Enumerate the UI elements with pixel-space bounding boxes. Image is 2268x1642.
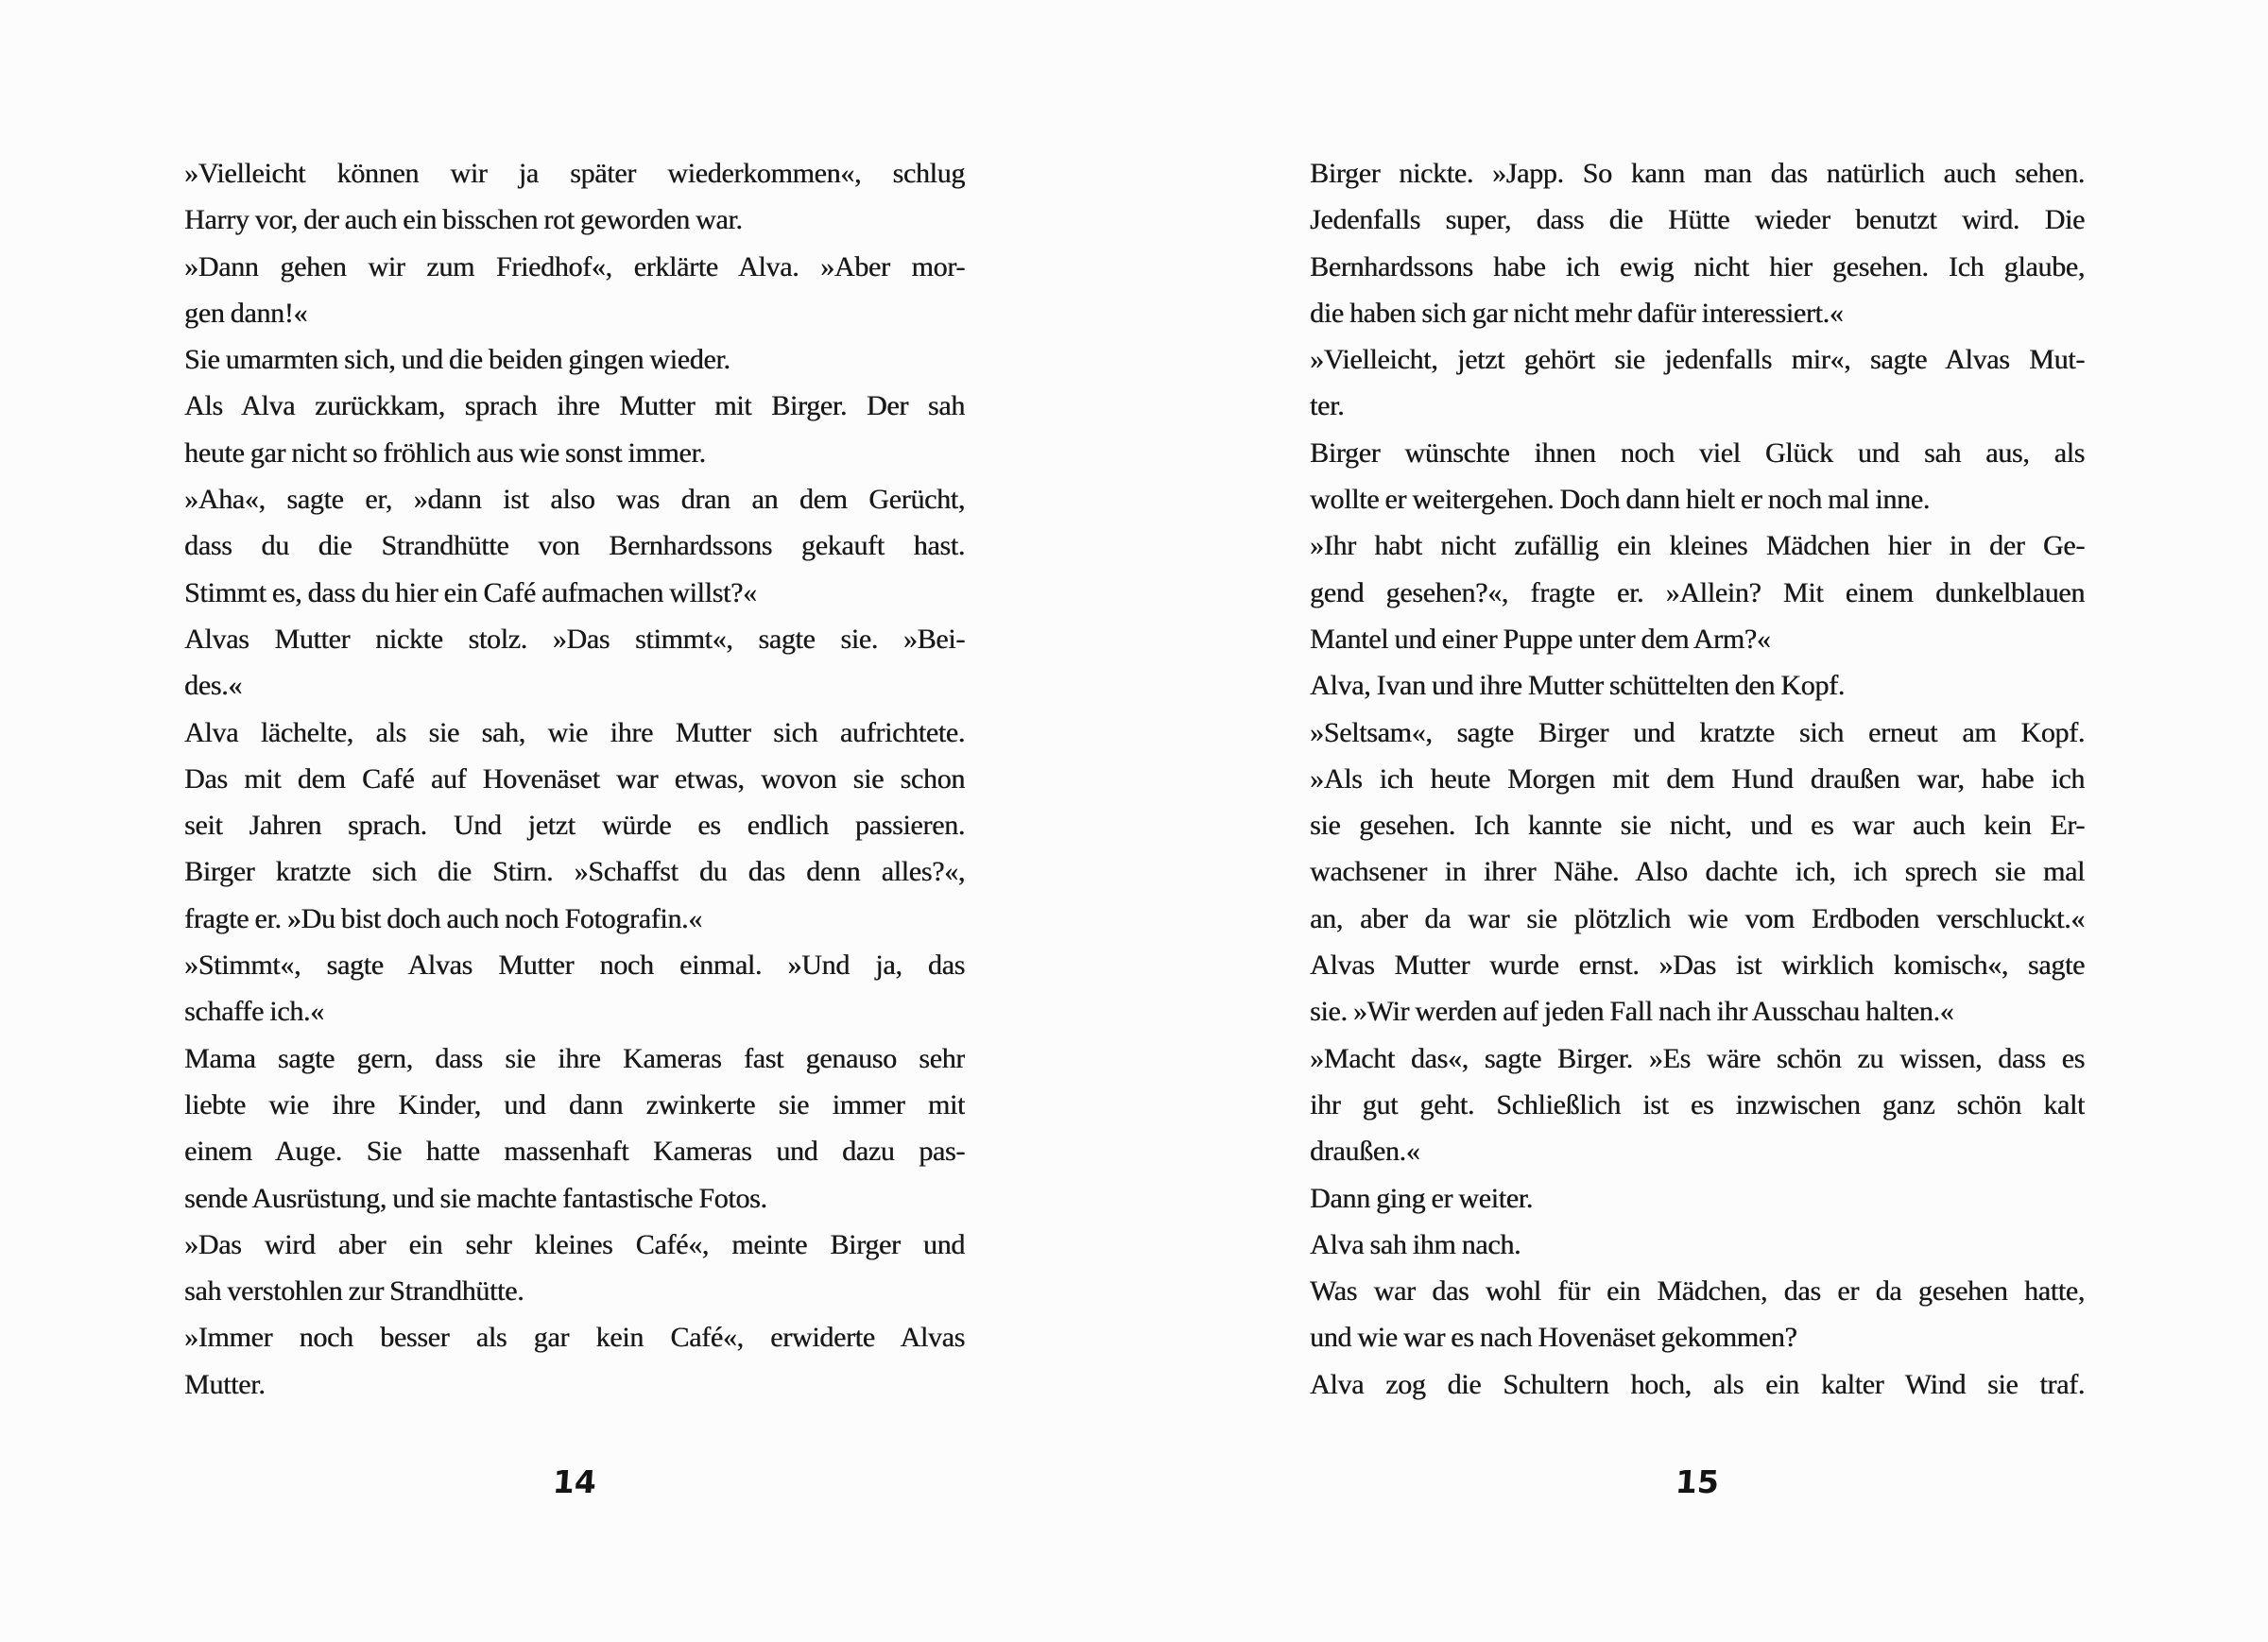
left-text-block — [184, 150, 965, 1408]
text-line: liebte wie ihre Kinder, und dann zwinkerte sie immer mit — [184, 1088, 965, 1120]
text-line: dass du die Strandhütte von Bernhardssons gekauft hast. — [184, 530, 965, 562]
text-line: sende Ausrüstung, und sie machte fantastische Fotos. — [184, 1182, 767, 1214]
text-line: Alva zog die Schultern hoch, als ein kalter Wind sie traf. — [1310, 1368, 2085, 1400]
text-line: »Immer noch besser als gar kein Café«, erwiderte Alvas — [184, 1322, 965, 1354]
text-line: einem Auge. Sie hatte massenhaft Kameras und dazu pas- — [184, 1136, 965, 1168]
text-line: Alva lächelte, als sie sah, wie ihre Mutter sich aufrichtete. — [184, 716, 965, 748]
text-line: an, aber da war sie plötzlich wie vom Erdboden verschluckt.« — [1310, 902, 2085, 934]
text-line: gend gesehen?«, fragte er. »Allein? Mit einem dunkelblauen — [1310, 576, 2085, 608]
text-line: sie. »Wir werden auf jeden Fall nach ihr Ausschau halten.« — [1310, 996, 1954, 1028]
text-line: »Macht das«, sagte Birger. »Es wäre schön zu wissen, dass es — [1310, 1042, 2085, 1074]
right-text-block — [1310, 150, 2085, 1408]
text-line: Alva sah ihm nach. — [1310, 1228, 1521, 1260]
text-line: Alvas Mutter nickte stolz. »Das stimmt«, sagte sie. »Bei- — [184, 623, 965, 655]
text-line: Sie umarmten sich, und die beiden gingen wieder. — [184, 344, 730, 376]
text-line: Dann ging er weiter. — [1310, 1182, 1533, 1214]
text-line: »Dann gehen wir zum Friedhof«, erklärte Alva. »Aber mor- — [184, 250, 965, 282]
text-line: ihr gut geht. Schließlich ist es inzwischen ganz schön kalt — [1310, 1088, 2085, 1120]
text-line: Jedenfalls super, dass die Hütte wieder benutzt wird. Die — [1310, 204, 2085, 236]
page-number-right: 15 — [1674, 1463, 1721, 1500]
text-line: und wie war es nach Hovenäset gekommen? — [1310, 1322, 1797, 1354]
text-line: gen dann!« — [184, 297, 308, 329]
text-line: »Das wird aber ein sehr kleines Café«, meinte Birger und — [184, 1228, 965, 1260]
text-line: Das mit dem Café auf Hovenäset war etwas, wovon sie schon — [184, 762, 965, 795]
text-line: wollte er weitergehen. Doch dann hielt er noch mal inne. — [1310, 484, 1930, 516]
text-line: heute gar nicht so fröhlich aus wie sonst immer. — [184, 436, 706, 469]
text-line: »Aha«, sagte er, »dann ist also was dran an dem Gerücht, — [184, 484, 965, 516]
page-right — [1134, 0, 2268, 1642]
text-line: Als Alva zurückkam, sprach ihre Mutter mit Birger. Der sah — [184, 390, 965, 422]
text-line: Bernhardssons habe ich ewig nicht hier gesehen. Ich glaube, — [1310, 250, 2085, 282]
text-line: schaffe ich.« — [184, 996, 324, 1028]
text-line: sah verstohlen zur Strandhütte. — [184, 1275, 524, 1308]
text-line: Birger kratzte sich die Stirn. »Schaffst du das denn alles?«, — [184, 856, 965, 888]
text-line: ter. — [1310, 390, 1345, 422]
text-line: »Stimmt«, sagte Alvas Mutter noch einmal. »Und ja, das — [184, 949, 965, 982]
text-line: Birger nickte. »Japp. So kann man das natürlich auch sehen. — [1310, 158, 2085, 189]
text-line: des.« — [184, 670, 242, 702]
text-line: »Vielleicht, jetzt gehört sie jedenfalls mir«, sagte Alvas Mut- — [1310, 344, 2085, 376]
text-line: Was war das wohl für ein Mädchen, das er da gesehen hatte, — [1310, 1275, 2085, 1308]
text-line: Harry vor, der auch ein bisschen rot geworden war. — [184, 204, 743, 236]
text-line: »Als ich heute Morgen mit dem Hund draußen war, habe ich — [1310, 762, 2085, 795]
page-number-left: 14 — [551, 1463, 598, 1500]
text-line: Mama sagte gern, dass sie ihre Kameras fast genauso sehr — [184, 1042, 965, 1074]
text-line: »Vielleicht können wir ja später wiederkommen«, schlug — [184, 158, 965, 189]
text-line: fragte er. »Du bist doch auch noch Fotografin.« — [184, 902, 702, 934]
text-line: Alvas Mutter wurde ernst. »Das ist wirklich komisch«, sagte — [1310, 949, 2085, 982]
text-line: Mutter. — [184, 1368, 266, 1400]
text-line: draußen.« — [1310, 1136, 1420, 1168]
text-line: die haben sich gar nicht mehr dafür interessiert.« — [1310, 297, 1844, 329]
text-line: »Ihr habt nicht zufällig ein kleines Mädchen hier in der Ge- — [1310, 530, 2085, 562]
text-line: Stimmt es, dass du hier ein Café aufmachen willst?« — [184, 576, 757, 608]
text-line: Alva, Ivan und ihre Mutter schüttelten den Kopf. — [1310, 670, 1845, 702]
text-line: seit Jahren sprach. Und jetzt würde es endlich passieren. — [184, 810, 965, 842]
text-line: »Seltsam«, sagte Birger und kratzte sich erneut am Kopf. — [1310, 716, 2085, 748]
text-line: Birger wünschte ihnen noch viel Glück und sah aus, als — [1310, 436, 2085, 469]
text-line: wachsener in ihrer Nähe. Also dachte ich, ich sprech sie mal — [1310, 856, 2085, 888]
text-line: sie gesehen. Ich kannte sie nicht, und es war auch kein Er- — [1310, 810, 2085, 842]
text-line: Mantel und einer Puppe unter dem Arm?« — [1310, 623, 1771, 655]
